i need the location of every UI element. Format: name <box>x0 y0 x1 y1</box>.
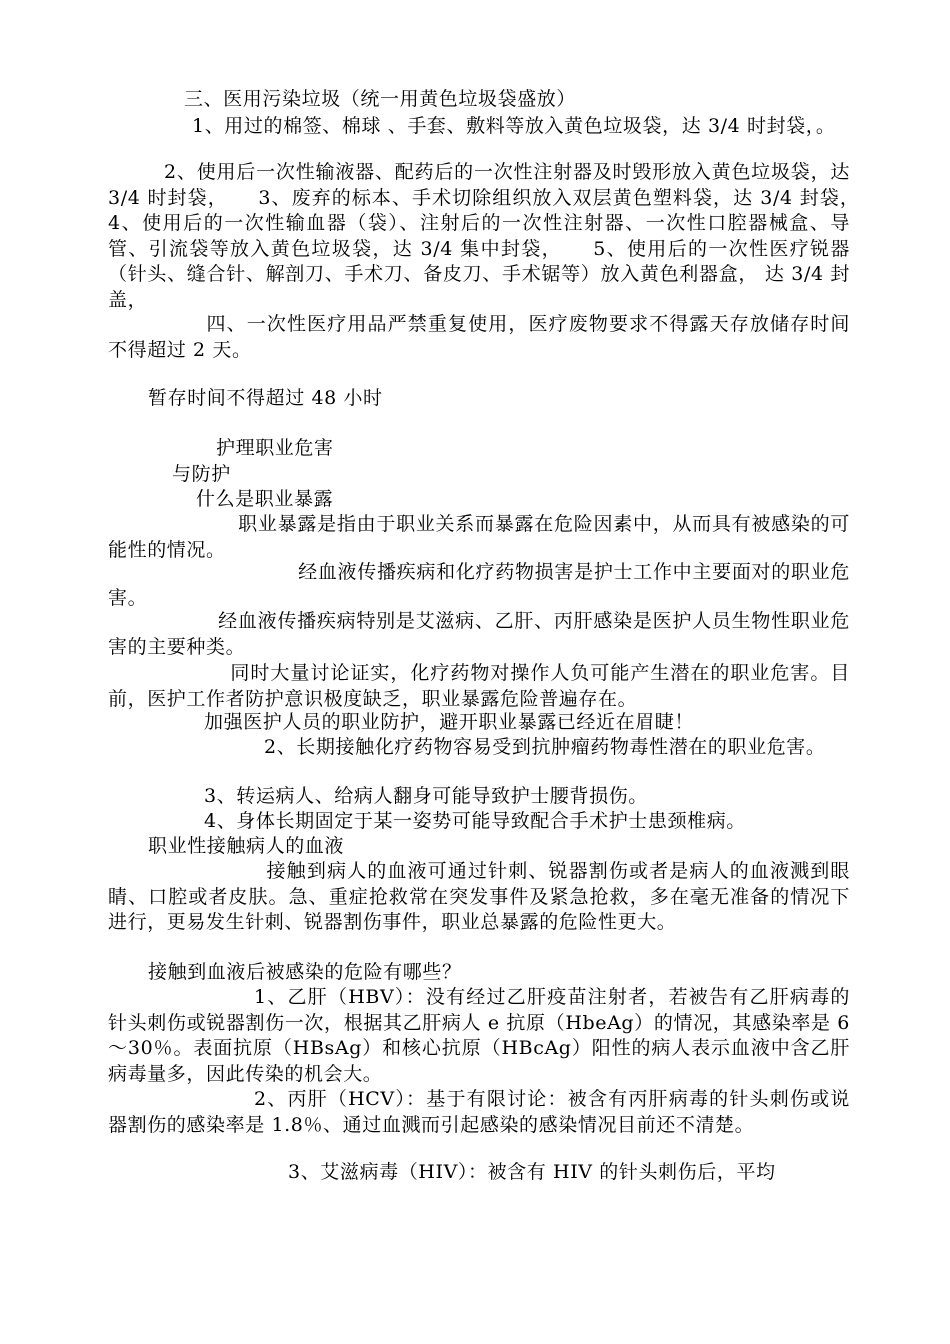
paragraph-text: 3、转运病人、给病人翻身可能导致护士腰背损伤。 <box>204 785 648 807</box>
paragraph-text: 四、一次性医疗用品严禁重复使用，医疗废物要求不得露天存放储存时间不得超过 2 天。 <box>108 313 850 361</box>
paragraph-text: 加强医护人员的职业防护，避开职业暴露已经近在眉睫！ <box>204 711 695 733</box>
paragraph-text: 职业暴露是指由于职业关系而暴露在危险因素中，从而具有被感染的可能性的情况。 <box>108 513 850 561</box>
paragraph <box>108 512 850 563</box>
paragraph-text: 1、用过的棉签、棉球 、手套、敷料等放入黄色垃圾袋，达 3/4 时封袋，。 <box>192 115 836 137</box>
paragraph <box>108 436 850 462</box>
paragraph-text: 护理职业危害 <box>216 437 334 459</box>
paragraph <box>108 609 850 660</box>
paragraph <box>108 834 850 860</box>
paragraph-text: 暂存时间不得超过 48 小时 <box>148 387 383 409</box>
paragraph <box>108 661 850 712</box>
paragraph-text: 4、身体长期固定于某一姿势可能导致配合手术护士患颈椎病。 <box>204 810 746 832</box>
paragraph <box>108 114 850 140</box>
paragraph-text: 三、医用污染垃圾（统一用黄色垃圾袋盛放） <box>184 88 577 110</box>
paragraph <box>108 462 850 488</box>
paragraph-text: 经血液传播疾病和化疗药物损害是护士工作中主要面对的职业危害。 <box>108 561 850 609</box>
paragraph-text: 2、使用后一次性输液器、配药后的一次性注射器及时毁形放入黄色垃圾袋，达 3/4 时封袋， 3、废弃的标本、手术切除组织放入双层黄色塑料袋，达 3/4 封袋， 4、使用后的一次性输血器（袋）、注射后的一次性注射器、一次性口腔器械盒、导管、引流袋等放入黄色垃圾袋，达 3/4 集中封袋， 5、使用后的一次性医疗锐器（针头、缝合针、解剖刀、手术刀、备皮刀、手术锯等）放入黄色利器盒， 达 3/4 封盖， <box>108 161 870 311</box>
paragraph-text: 2、丙肝（HCV）：基于有限讨论：被含有丙肝病毒的针头刺伤或说器割伤的感染率是 1.8％、通过血溅而引起感染的感染情况目前还不清楚。 <box>108 1088 850 1136</box>
paragraph <box>108 1087 850 1138</box>
paragraph-text: 职业性接触病人的血液 <box>148 835 345 857</box>
paragraph <box>108 487 850 513</box>
paragraph <box>108 160 870 313</box>
paragraph <box>108 784 850 810</box>
paragraph-text: 接触到血液后被感染的危险有哪些？ <box>148 961 462 983</box>
paragraph <box>108 985 850 1087</box>
paragraph-text: 同时大量讨论证实，化疗药物对操作人负可能产生潜在的职业危害。目前，医护工作者防护意识极度缺乏，职业暴露危险普遍存在。 <box>108 662 850 710</box>
paragraph <box>108 1160 850 1186</box>
paragraph <box>108 735 850 761</box>
paragraph <box>108 560 850 611</box>
paragraph-text: 经血液传播疾病特别是艾滋病、乙肝、丙肝感染是医护人员生物性职业危害的主要种类。 <box>108 610 850 658</box>
paragraph-text: 什么是职业暴露 <box>196 488 334 510</box>
paragraph <box>108 859 850 936</box>
paragraph <box>108 809 850 835</box>
paragraph <box>108 386 850 412</box>
paragraph-text: 与防护 <box>172 463 231 485</box>
paragraph <box>108 312 850 363</box>
paragraph <box>108 87 850 113</box>
paragraph-text: 接触到病人的血液可通过针刺、锐器割伤或者是病人的血液溅到眼睛、口腔或者皮肤。急、重症抢救常在突发事件及紧急抢救，多在毫无准备的情况下进行，更易发生针刺、锐器割伤事件，职业总暴露的危险性更大。 <box>108 860 850 933</box>
paragraph <box>108 710 850 736</box>
paragraph-text: 2、长期接触化疗药物容易受到抗肿瘤药物毒性潜在的职业危害。 <box>264 736 826 758</box>
paragraph-text: 1、乙肝（HBV）：没有经过乙肝疫苗注射者，若被告有乙肝病毒的针头刺伤或锐器割伤一次，根据其乙肝病人 e 抗原（HbeAg）的情况，其感染率是 6～30％。表面抗原（HBsAg）和核心抗原（HBcAg）阳性的病人表示血液中含乙肝病毒量多，因此传染的机会大。 <box>108 986 850 1085</box>
paragraph <box>108 960 850 986</box>
paragraph-text: 3、艾滋病毒（HIV）：被含有 HIV 的针头刺伤后，平均 <box>288 1161 776 1183</box>
